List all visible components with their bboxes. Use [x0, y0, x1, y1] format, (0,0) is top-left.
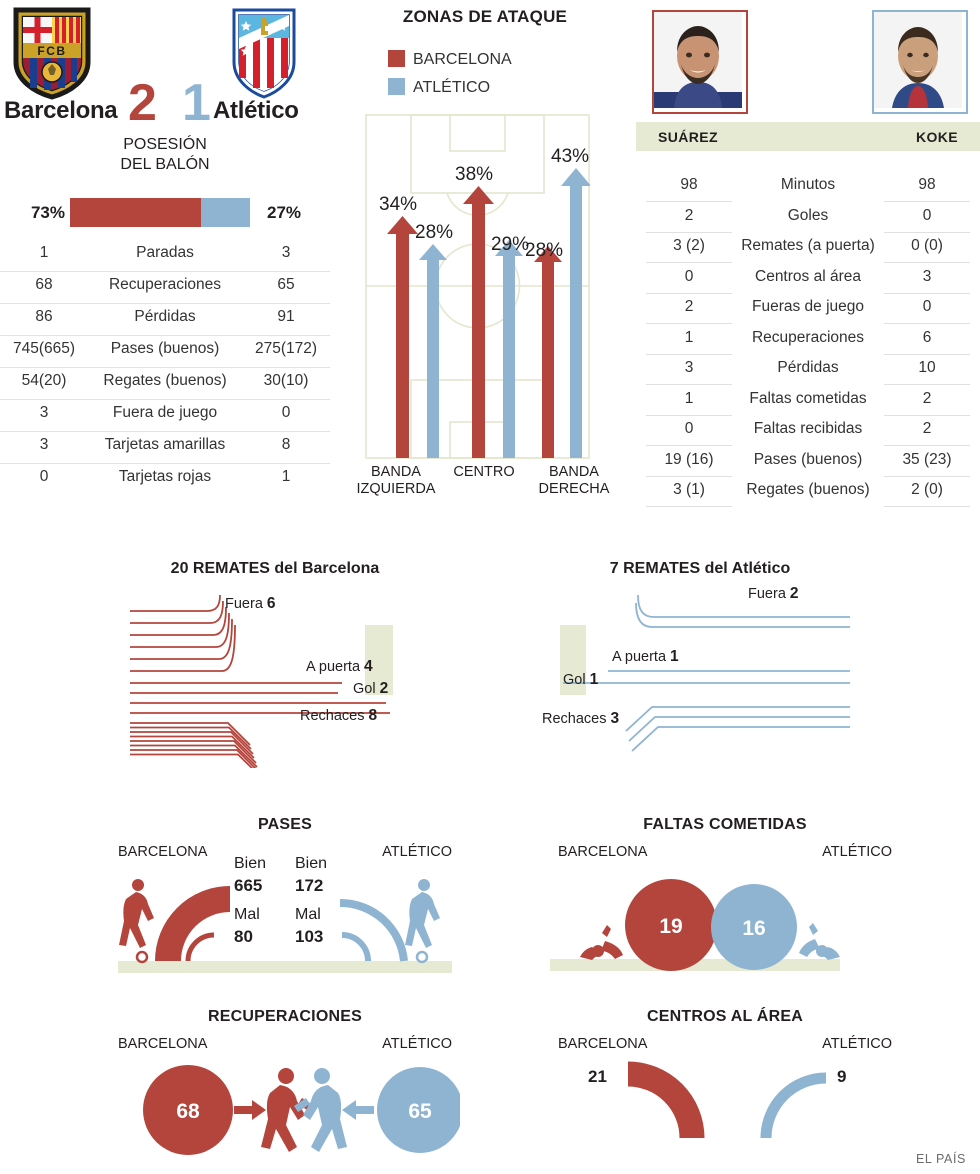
player-stat-row [636, 264, 980, 295]
passes-away-good-arc [340, 903, 404, 961]
player-stat-label: Faltas cometidas [749, 389, 867, 407]
match-header [0, 0, 330, 130]
player-stat-row [636, 355, 980, 386]
crosses-home-value: 21 [588, 1067, 607, 1086]
recoveries-home-team: BARCELONA [118, 1036, 208, 1052]
shots-away-rechaces: Rechaces 3 [542, 710, 620, 727]
stat-home-value: 3 [39, 404, 49, 421]
player-stat-label: Centros al área [755, 267, 861, 285]
table-row [0, 240, 330, 272]
passes-home-team: BARCELONA [118, 844, 208, 860]
player-stat-home-value: 3 (1) [646, 481, 732, 507]
scoreline [0, 74, 330, 132]
fouls-away-value-text: 16 [742, 917, 766, 940]
recoveries-away-value-text: 65 [408, 1100, 432, 1123]
table-row [0, 272, 330, 304]
crosses-section [550, 1000, 900, 1170]
crosses-home-team: BARCELONA [558, 1036, 648, 1052]
publisher-credit: EL PAÍS [915, 1152, 966, 1166]
passes-away-team: ATLÉTICO [382, 844, 452, 860]
stat-away-value: 65 [277, 276, 295, 293]
possession-bar-track [70, 198, 250, 227]
stat-away-value: 3 [281, 244, 291, 261]
attack-zone-x-labels [350, 464, 630, 508]
crosses-away-arc [766, 1078, 826, 1138]
passes-home-bad-label: Mal [234, 906, 260, 923]
zone-label-home-1: 38% [455, 164, 494, 185]
passes-home-bad-value: 80 [234, 927, 253, 946]
possession-bar [0, 196, 330, 230]
player-stat-away-value: 2 (0) [884, 481, 970, 507]
passes-away-bad-label: Mal [295, 906, 321, 923]
player-stat-away-value: 2 [884, 390, 970, 416]
passes-home-good-value: 665 [234, 876, 263, 895]
player-name-away: KOKE [915, 129, 958, 145]
stat-home-value: 68 [35, 276, 53, 293]
player-stat-row [636, 447, 980, 478]
shots-home-fuera: Fuera 6 [225, 595, 276, 612]
player-stat-row [636, 233, 980, 264]
stat-label: Recuperaciones [108, 276, 221, 293]
player-stat-home-value: 19 (16) [646, 451, 732, 477]
stat-label: Tarjetas rojas [118, 468, 212, 485]
table-row [0, 464, 330, 495]
stat-away-value: 91 [277, 308, 295, 325]
stat-home-value: 3 [39, 436, 49, 453]
player-stat-label: Recuperaciones [751, 328, 864, 346]
stat-home-value: 745(665) [12, 340, 76, 357]
table-row [0, 336, 330, 368]
passes-section [110, 808, 460, 973]
home-team-name: Barcelona [4, 97, 118, 124]
zone-xlabel-0: BANDA IZQUIERDA [356, 464, 436, 497]
player-stat-home-value: 2 [646, 298, 732, 324]
table-row [0, 432, 330, 464]
player-stats-table [636, 172, 980, 508]
away-team-name: Atlético [213, 97, 299, 124]
player-stat-row [636, 203, 980, 234]
shots-away-fuera: Fuera 2 [748, 585, 799, 602]
passes-away-bad-value: 103 [295, 927, 324, 946]
recoveries-home-value-text: 68 [176, 1100, 200, 1123]
passes-home-bad-arc [188, 935, 214, 961]
stat-home-value: 54(20) [21, 372, 67, 389]
table-row [0, 304, 330, 336]
player-stat-row [636, 172, 980, 203]
home-score: 2 [128, 74, 157, 132]
fouls-section [550, 808, 900, 973]
possession-bar-home-fill [70, 198, 201, 227]
stat-away-value: 0 [281, 404, 291, 421]
player-stat-away-value: 35 (23) [884, 451, 970, 477]
player-stat-label: Remates (a puerta) [741, 237, 875, 254]
fc-barcelona-crest-icon [10, 4, 94, 100]
player-stat-away-value: 0 [884, 207, 970, 233]
player-stat-home-value: 0 [646, 420, 732, 446]
player-stat-home-value: 3 [646, 359, 732, 385]
shots-away-apuerta: A puerta 1 [612, 648, 679, 665]
shot-lines-fuera [130, 595, 235, 671]
player-stat-row [636, 294, 980, 325]
player-stat-home-value: 0 [646, 268, 732, 294]
attack-zones-title: ZONAS DE ATAQUE [402, 7, 568, 26]
attack-zones-chart [340, 0, 630, 520]
player-stat-label: Pases (buenos) [753, 450, 863, 468]
suarez-portrait [652, 10, 748, 114]
zone-label-home-0: 34% [379, 194, 418, 215]
player-stat-away-value: 0 [884, 298, 970, 324]
fallen-player-home [580, 925, 623, 960]
player-stat-label: Pérdidas [777, 359, 839, 376]
crest-row [0, 4, 330, 100]
recoveries-section [110, 1000, 460, 1170]
passes-away-good-label: Bien [295, 855, 328, 872]
possession-away-pct: 27% [267, 203, 302, 222]
fouls-away-team: ATLÉTICO [822, 844, 892, 860]
zone-label-away-2: 43% [551, 146, 590, 167]
stat-label: Pases (buenos) [110, 340, 220, 357]
ground-band [118, 961, 452, 973]
stat-home-value: 86 [35, 308, 53, 325]
player-stat-label: Goles [787, 206, 829, 224]
legend-item-atletico [388, 78, 490, 97]
shots-home-rechaces: Rechaces 8 [300, 707, 378, 724]
player-stat-label: Minutos [780, 176, 836, 193]
stat-away-value: 30(10) [263, 372, 309, 389]
zone-xlabel-1: CENTRO [453, 464, 515, 480]
table-row [0, 368, 330, 400]
possession-title-line2: DEL BALÓN [120, 156, 210, 173]
passes-home-good-arc [168, 899, 230, 961]
crosses-home-arc [628, 1074, 692, 1138]
stat-label: Regates (buenos) [103, 372, 227, 389]
stat-away-value: 1 [281, 468, 291, 485]
player-stat-label: Fueras de juego [751, 298, 865, 315]
shots-atletico-title: 7 REMATES del Atlético [609, 560, 791, 577]
player-stat-away-value: 2 [884, 420, 970, 446]
player-stat-row [636, 416, 980, 447]
fallen-player-away [799, 923, 840, 960]
svg-text:FCB: FCB [37, 44, 67, 58]
stat-away-value: 8 [281, 436, 291, 453]
legend-swatch-barcelona [388, 50, 405, 67]
player-stat-away-value: 0 (0) [884, 237, 970, 263]
player-stat-away-value: 98 [884, 176, 970, 202]
player-silhouette-home [119, 879, 154, 962]
player-stat-home-value: 98 [646, 176, 732, 202]
legend-label-atletico: ATLÉTICO [413, 79, 491, 96]
fouls-home-value-text: 19 [659, 915, 683, 938]
legend-label-barcelona: BARCELONA [413, 51, 512, 68]
possession-title-line1: POSESIÓN [123, 136, 207, 153]
shots-away-gol: Gol 1 [563, 671, 599, 688]
player-stat-row [636, 386, 980, 417]
shots-barcelona [110, 555, 440, 770]
zone-label-away-0: 28% [415, 222, 454, 243]
atletico-madrid-crest-icon [222, 4, 306, 100]
fouls-title: FALTAS COMETIDAS [643, 816, 807, 833]
zone-label-away-1: 29% [491, 234, 530, 255]
passes-title: PASES [257, 816, 313, 833]
recoveries-away-team: ATLÉTICO [382, 1036, 452, 1052]
crosses-away-value: 9 [837, 1067, 847, 1086]
crosses-away-team: ATLÉTICO [822, 1036, 892, 1052]
player-stat-away-value: 10 [884, 359, 970, 385]
player-comparison [636, 0, 980, 520]
zone-label-home-2: 28% [525, 240, 564, 261]
passes-home-good-label: Bien [234, 855, 267, 872]
crosses-title: CENTROS AL ÁREA [647, 1008, 803, 1025]
player-stat-away-value: 6 [884, 329, 970, 355]
passes-away-bad-arc [342, 935, 368, 961]
table-row [0, 400, 330, 432]
stat-label: Fuera de juego [112, 404, 218, 421]
legend-swatch-atletico [388, 78, 405, 95]
stat-label: Paradas [136, 244, 194, 261]
stat-label: Pérdidas [134, 308, 196, 325]
legend-item-barcelona [388, 50, 512, 69]
player-names-band [636, 122, 980, 151]
arrow-left-icon [342, 1100, 374, 1120]
shot-lines-fuera [636, 595, 850, 627]
stat-home-value: 0 [39, 468, 49, 485]
player-stat-home-value: 1 [646, 329, 732, 355]
stat-label: Tarjetas amarillas [104, 436, 226, 453]
shots-atletico [530, 555, 870, 770]
player-stat-home-value: 3 (2) [646, 237, 732, 263]
player-stat-home-value: 2 [646, 207, 732, 233]
away-score: 1 [182, 74, 211, 132]
player-stat-home-value: 1 [646, 390, 732, 416]
arrow-right-icon [234, 1100, 266, 1120]
player-stat-row [636, 325, 980, 356]
player-name-home: SUÁREZ [658, 129, 718, 145]
recoveries-title: RECUPERACIONES [208, 1008, 362, 1025]
shots-home-gol: Gol 2 [353, 680, 389, 697]
stat-away-value: 275(172) [254, 340, 318, 357]
possession-title [0, 135, 330, 175]
shots-barcelona-title: 20 REMATES del Barcelona [170, 560, 380, 577]
possession-home-pct: 73% [30, 203, 65, 222]
player-stat-away-value: 3 [884, 268, 970, 294]
player-stat-label: Faltas recibidas [753, 420, 863, 437]
shots-home-apuerta: A puerta 4 [306, 658, 373, 675]
team-stats-table [0, 240, 330, 495]
shot-lines-rechaces [626, 707, 850, 751]
player-stat-row [636, 477, 980, 508]
fouls-home-team: BARCELONA [558, 844, 648, 860]
player-silhouette-away [405, 879, 440, 962]
pitch-with-bars [365, 114, 590, 459]
player-stat-label: Regates (buenos) [746, 481, 870, 498]
passes-away-good-value: 172 [295, 876, 324, 895]
zone-xlabel-2: BANDA DERECHA [538, 464, 610, 497]
stat-home-value: 1 [39, 244, 49, 261]
shot-lines-a-puerta [130, 683, 342, 693]
koke-portrait [872, 10, 968, 114]
